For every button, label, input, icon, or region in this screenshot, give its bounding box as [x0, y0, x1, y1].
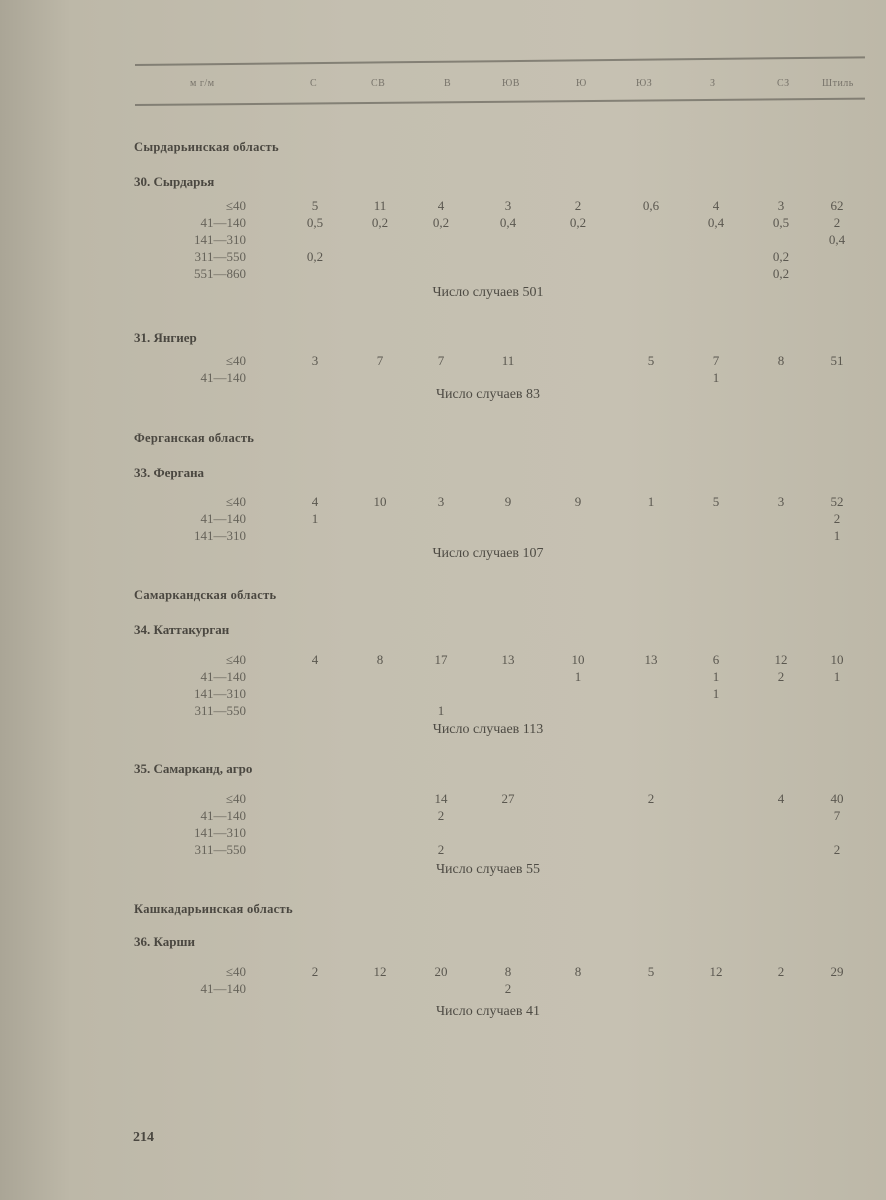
height-range-label: 41—140	[200, 215, 246, 230]
table-cell: 12	[709, 964, 723, 979]
station-name: 34. Каттакурган	[134, 622, 230, 637]
table-cell: 2	[833, 842, 841, 857]
table-cell: 5	[311, 198, 319, 213]
table-cell: 7	[833, 808, 841, 823]
table-cell: 52	[830, 494, 844, 509]
table-cell: 3	[437, 494, 445, 509]
table-row	[0, 703, 886, 719]
height-range-label: ≤40	[225, 353, 246, 368]
table-row	[0, 249, 886, 265]
region-heading: Самаркандская область	[134, 588, 277, 602]
case-count-text: Число случаев 55	[435, 862, 541, 877]
station-name: 36. Карши	[134, 934, 195, 949]
table-cell: 2	[647, 791, 655, 806]
case-count	[0, 862, 886, 878]
region-heading: Кашкадарьинская область	[134, 902, 293, 916]
table-cell: 4	[311, 494, 319, 509]
table-cell: 1	[833, 528, 841, 543]
table-cell: 0,4	[828, 232, 846, 247]
table-cell: 2	[504, 981, 512, 996]
table-cell: 9	[574, 494, 582, 509]
case-count	[0, 285, 886, 301]
table-cell: 0,2	[432, 215, 450, 230]
table-cell: 2	[833, 511, 841, 526]
table-row	[0, 669, 886, 685]
header-n: С	[310, 78, 318, 89]
table-row	[0, 215, 886, 231]
header-sw: ЮЗ	[636, 78, 653, 89]
table-cell: 2	[574, 198, 582, 213]
table-cell: 51	[830, 353, 844, 368]
table-cell: 11	[373, 198, 387, 213]
header-nw: СЗ	[777, 78, 790, 89]
height-range-label: 311—550	[194, 703, 246, 718]
header-ne: СВ	[371, 78, 386, 89]
table-cell: 2	[311, 964, 319, 979]
table-cell: 13	[644, 652, 658, 667]
table-cell: 29	[830, 964, 844, 979]
table-row	[0, 232, 886, 248]
height-range-label: 41—140	[200, 511, 246, 526]
table-cell: 13	[501, 652, 515, 667]
case-count	[0, 1004, 886, 1020]
table-cell: 7	[376, 353, 384, 368]
table-cell: 2	[777, 964, 785, 979]
table-cell: 0,2	[772, 266, 790, 281]
table-cell: 9	[504, 494, 512, 509]
table-cell: 0,2	[569, 215, 587, 230]
height-range-label: 41—140	[200, 808, 246, 823]
table-row	[0, 353, 886, 369]
table-cell: 3	[777, 494, 785, 509]
case-count	[0, 546, 886, 562]
height-range-label: ≤40	[225, 791, 246, 806]
table-cell: 4	[777, 791, 785, 806]
station-name: 35. Самарканд, агро	[134, 761, 253, 776]
table-cell: 17	[434, 652, 448, 667]
table-cell: 0,4	[707, 215, 725, 230]
region-heading: Сырдарьинская область	[134, 140, 279, 154]
table-cell: 6	[712, 652, 720, 667]
table-row	[0, 842, 886, 858]
height-range-label: 141—310	[194, 686, 246, 701]
table-cell: 27	[501, 791, 515, 806]
table-cell: 20	[434, 964, 448, 979]
table-row	[0, 652, 886, 668]
table-cell: 2	[437, 808, 445, 823]
header-unit: м г/м	[190, 78, 215, 89]
header-w: З	[710, 78, 716, 89]
case-count-text: Число случаев 41	[435, 1004, 541, 1019]
case-count-text: Число случаев 501	[432, 285, 544, 300]
case-count-text: Число случаев 107	[432, 546, 544, 561]
table-cell: 10	[373, 494, 387, 509]
table-cell: 1	[712, 686, 720, 701]
table-cell: 8	[777, 353, 785, 368]
table-cell: 12	[774, 652, 788, 667]
table-cell: 4	[311, 652, 319, 667]
table-cell: 1	[712, 370, 720, 385]
station-name: 33. Фергана	[134, 465, 205, 480]
height-range-label: 41—140	[200, 370, 246, 385]
table-cell: 0,4	[499, 215, 517, 230]
table-cell: 2	[777, 669, 785, 684]
table-row	[0, 370, 886, 386]
table-cell: 8	[376, 652, 384, 667]
table-row	[0, 494, 886, 510]
case-count	[0, 722, 886, 738]
table-cell: 3	[311, 353, 319, 368]
case-count-text: Число случаев 113	[432, 722, 544, 737]
table-row	[0, 964, 886, 980]
table-top-rule	[135, 56, 865, 66]
table-cell: 5	[647, 353, 655, 368]
table-cell: 3	[777, 198, 785, 213]
height-range-label: 311—550	[194, 249, 246, 264]
table-cell: 4	[712, 198, 720, 213]
table-row	[0, 981, 886, 997]
header-se: ЮВ	[502, 78, 520, 89]
table-cell: 0,6	[642, 198, 660, 213]
table-cell: 0,5	[306, 215, 324, 230]
table-row	[0, 528, 886, 544]
table-cell: 2	[833, 215, 841, 230]
table-cell: 11	[501, 353, 515, 368]
table-cell: 0,5	[772, 215, 790, 230]
header-e: В	[444, 78, 452, 89]
height-range-label: 311—550	[194, 842, 246, 857]
table-cell: 0,2	[772, 249, 790, 264]
table-cell: 8	[504, 964, 512, 979]
table-row	[0, 511, 886, 527]
station-name: 31. Янгиер	[134, 330, 197, 345]
table-cell: 1	[712, 669, 720, 684]
header-s: Ю	[576, 78, 587, 89]
table-cell: 10	[571, 652, 585, 667]
height-range-label: 141—310	[194, 528, 246, 543]
table-cell: 5	[647, 964, 655, 979]
table-cell: 12	[373, 964, 387, 979]
table-cell: 1	[833, 669, 841, 684]
case-count	[0, 387, 886, 403]
table-header-rule	[135, 98, 865, 106]
table-cell: 14	[434, 791, 448, 806]
height-range-label: ≤40	[225, 494, 246, 509]
height-range-label: 41—140	[200, 669, 246, 684]
table-cell: 7	[712, 353, 720, 368]
height-range-label: 141—310	[194, 825, 246, 840]
table-cell: 1	[574, 669, 582, 684]
case-count-text: Число случаев 83	[435, 387, 541, 402]
table-row	[0, 686, 886, 702]
height-range-label: 551—860	[194, 266, 246, 281]
region-heading: Ферганская область	[134, 431, 255, 445]
table-cell: 40	[830, 791, 844, 806]
table-row	[0, 825, 886, 841]
table-cell: 10	[830, 652, 844, 667]
height-range-label: ≤40	[225, 198, 246, 213]
table-row	[0, 198, 886, 214]
height-range-label: 141—310	[194, 232, 246, 247]
table-cell: 62	[830, 198, 844, 213]
table-cell: 0,2	[371, 215, 389, 230]
height-range-label: 41—140	[200, 981, 246, 996]
table-cell: 1	[311, 511, 319, 526]
table-cell: 4	[437, 198, 445, 213]
table-cell: 1	[437, 703, 445, 718]
table-cell: 0,2	[306, 249, 324, 264]
table-cell: 8	[574, 964, 582, 979]
table-cell: 5	[712, 494, 720, 509]
height-range-label: ≤40	[225, 652, 246, 667]
table-row	[0, 808, 886, 824]
table-cell: 1	[647, 494, 655, 509]
table-row	[0, 266, 886, 282]
header-calm: Штиль	[822, 78, 854, 89]
station-name: 30. Сырдарья	[134, 174, 215, 189]
table-cell: 3	[504, 198, 512, 213]
height-range-label: ≤40	[225, 964, 246, 979]
page-number: 214	[133, 1130, 154, 1145]
table-cell: 7	[437, 353, 445, 368]
table-cell: 2	[437, 842, 445, 857]
table-row	[0, 791, 886, 807]
